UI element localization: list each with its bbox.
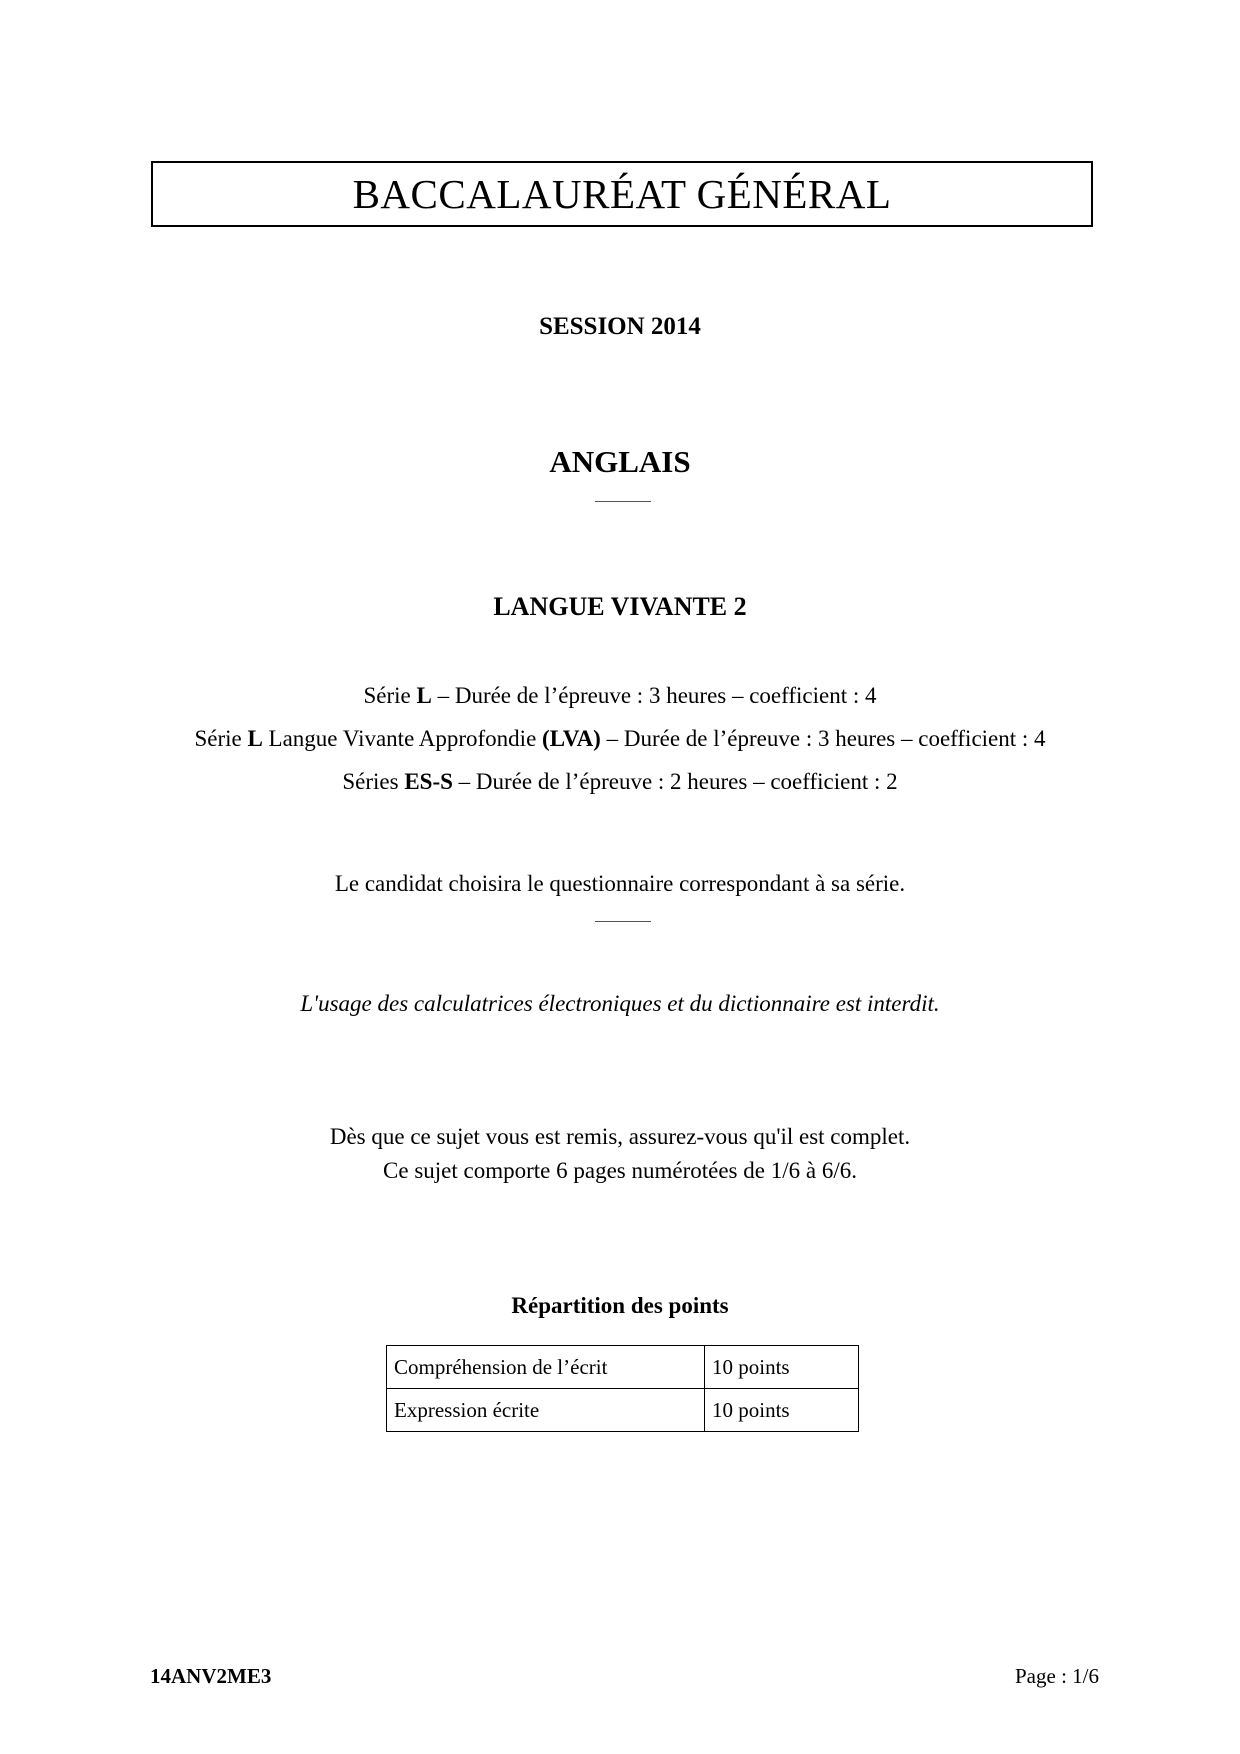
serie-line-es-s xyxy=(0,769,1240,795)
serie-prefix: Série xyxy=(363,683,417,708)
table-cell-points: 10 points xyxy=(705,1389,859,1432)
serie-details: – Durée de l’épreuve : 2 heures – coefficient : 2 xyxy=(452,769,898,794)
serie-details: – Durée de l’épreuve : 3 heures – coefficient : 4 xyxy=(600,726,1046,751)
langue-heading: LANGUE VIVANTE 2 xyxy=(493,592,747,621)
title-box xyxy=(151,161,1093,227)
serie-code: ES-S xyxy=(404,769,453,794)
remis-instruction: Dès que ce sujet vous est remis, assurez-vous qu'il est complet. xyxy=(329,1124,911,1149)
serie-prefix: Série xyxy=(194,726,248,751)
divider-choix xyxy=(595,921,651,922)
table-cell-section: Expression écrite xyxy=(387,1389,705,1432)
calculatrices-instruction: L'usage des calculatrices électroniques et du dictionnaire est interdit. xyxy=(300,991,940,1016)
pages-instruction: Ce sujet comporte 6 pages numérotées de 1/6 à 6/6. xyxy=(383,1158,857,1183)
table-cell-points: 10 points xyxy=(705,1346,859,1389)
divider-subject xyxy=(595,501,651,502)
serie-line-l xyxy=(0,683,1240,709)
footer-page-number: Page : 1/6 xyxy=(1015,1664,1099,1688)
choix-instruction: Le candidat choisira le questionnaire correspondant à sa série. xyxy=(334,871,906,896)
repartition-title: Répartition des points xyxy=(511,1293,729,1318)
exam-title: BACCALAURÉAT GÉNÉRAL xyxy=(352,171,892,217)
session-heading: SESSION 2014 xyxy=(539,313,701,340)
subject-heading: ANGLAIS xyxy=(549,444,691,479)
serie-details: – Durée de l’épreuve : 3 heures – coefficient : 4 xyxy=(431,683,877,708)
table-row xyxy=(387,1389,859,1432)
serie-option: Langue Vivante Approfondie xyxy=(262,726,543,751)
serie-code: L xyxy=(416,683,432,708)
footer-code: 14ANV2ME3 xyxy=(150,1664,272,1688)
serie-option-code: (LVA) xyxy=(542,726,601,751)
table-cell-section: Compréhension de l’écrit xyxy=(387,1346,705,1389)
serie-line-lva xyxy=(0,726,1240,752)
table-row xyxy=(387,1346,859,1389)
serie-code: L xyxy=(247,726,263,751)
serie-prefix: Séries xyxy=(342,769,405,794)
points-table xyxy=(386,1345,859,1432)
